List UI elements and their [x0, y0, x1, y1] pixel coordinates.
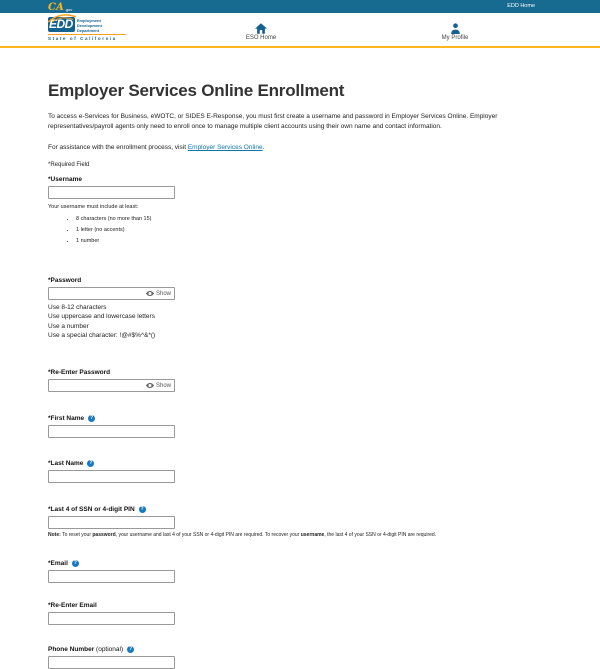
list-item: To reset your [60, 532, 93, 539]
edd-logo-state-text: State of California [48, 34, 126, 41]
ca-gov-logo-suffix: .gov [64, 7, 73, 12]
help-icon[interactable]: ? [90, 415, 94, 422]
last-name-group [48, 460, 552, 483]
reenter-password-group [48, 369, 552, 392]
ca-gov-logo-text: CA [48, 2, 64, 13]
help-icon[interactable]: ? [73, 560, 77, 567]
reenter-password-show-label: Show [155, 382, 171, 389]
edd-logo[interactable] [48, 17, 126, 41]
reenter-password-label: *Re-Enter Password [48, 369, 111, 377]
phone-input[interactable] [48, 656, 175, 669]
ssn-pin-group [48, 506, 552, 538]
username-group [48, 176, 552, 247]
list-item: password [92, 532, 116, 539]
password-hints [48, 303, 552, 340]
list-item: username [300, 532, 325, 539]
assistance-text: For assistance with the enrollment process, visit [48, 144, 188, 151]
list-item: , the last 4 of your SSN or 4-digit PIN are required. [324, 532, 437, 539]
eye-icon [146, 291, 154, 296]
username-label: *Username [48, 176, 82, 183]
reenter-email-group [48, 602, 552, 625]
last-name-label: *Last Name [48, 460, 84, 468]
email-label: *Email [48, 560, 68, 568]
home-icon [229, 21, 293, 32]
list-item: • 1 letter (no accents) [76, 225, 552, 236]
reenter-email-input[interactable] [48, 612, 175, 625]
nav-eso-home[interactable] [229, 21, 293, 41]
password-field-wrap [48, 287, 175, 300]
help-icon[interactable]: ? [89, 460, 93, 467]
username-input[interactable] [48, 186, 175, 199]
eye-icon [146, 383, 154, 388]
password-group [48, 277, 552, 340]
help-icon[interactable]: ? [129, 646, 133, 653]
list-item: Use a number [48, 322, 89, 330]
reenter-password-field-wrap [48, 379, 175, 392]
password-show-button[interactable] [144, 291, 174, 297]
list-item: , your username and last 4 of your SSN or 4-digit PIN are required. To recover your [115, 532, 301, 539]
page-title: Employer Services Online Enrollment [48, 81, 345, 100]
assistance-paragraph [48, 144, 552, 151]
edd-home-link[interactable]: EDD Home [507, 3, 535, 9]
list-item: • 8 characters (no more than 15) [76, 214, 552, 225]
list-item: Use 8-12 characters [48, 304, 107, 311]
password-show-label: Show [155, 290, 171, 297]
list-item: • 1 number [76, 236, 552, 247]
nav-eso-home-label: ESO Home [245, 35, 277, 41]
assistance-suffix: . [262, 144, 265, 151]
first-name-label: *First Name [48, 415, 85, 423]
list-item: Note: [48, 532, 61, 539]
list-item: Use uppercase and lowercase letters [48, 313, 155, 321]
reenter-password-show-button[interactable] [144, 383, 174, 389]
email-input[interactable] [48, 570, 175, 583]
username-requirements-list [48, 214, 552, 247]
edd-logo-abbr: EDD [49, 17, 73, 31]
employer-services-online-link[interactable]: Employer Services Online [187, 144, 263, 151]
ca-gov-logo[interactable] [48, 0, 72, 13]
nav-my-profile[interactable] [423, 21, 487, 41]
first-name-input[interactable] [48, 425, 175, 438]
password-input[interactable] [49, 288, 144, 299]
edd-logo-arcs-icon [46, 13, 78, 23]
help-icon[interactable]: ? [140, 506, 144, 513]
first-name-group [48, 415, 552, 438]
required-field-note: *Required Field [48, 162, 90, 168]
ssn-pin-note [48, 532, 552, 538]
ssn-pin-label: *Last 4 of SSN or 4-digit PIN [48, 506, 135, 514]
password-label: *Password [48, 277, 82, 284]
nav-my-profile-label: My Profile [441, 35, 469, 41]
site-header [0, 13, 600, 48]
reenter-password-input[interactable] [49, 380, 144, 391]
list-item: Use a special character: !@#$%^&*() [48, 331, 156, 339]
phone-label: Phone Number [48, 646, 95, 654]
main-content [0, 48, 600, 669]
edd-logo-department-lines: Employment Development Department [76, 18, 102, 33]
person-icon [423, 21, 487, 32]
email-group [48, 560, 552, 583]
phone-optional-label: (optional) [94, 646, 124, 654]
ssn-pin-input[interactable] [48, 516, 175, 529]
phone-group [48, 646, 552, 669]
topbar [0, 0, 600, 13]
intro-paragraph: To access e-Services for Business, eWOTC, or SIDES E-Response, you must first create a username and password in Employer Services Online. Employer representatives/payroll agents only need to enroll once to manage multiple client accounts using their own name and contact information. [48, 113, 498, 130]
reenter-email-label: *Re-Enter Email [48, 602, 97, 610]
username-hint-title: Your username must include at least: [48, 204, 139, 210]
last-name-input[interactable] [48, 470, 175, 483]
